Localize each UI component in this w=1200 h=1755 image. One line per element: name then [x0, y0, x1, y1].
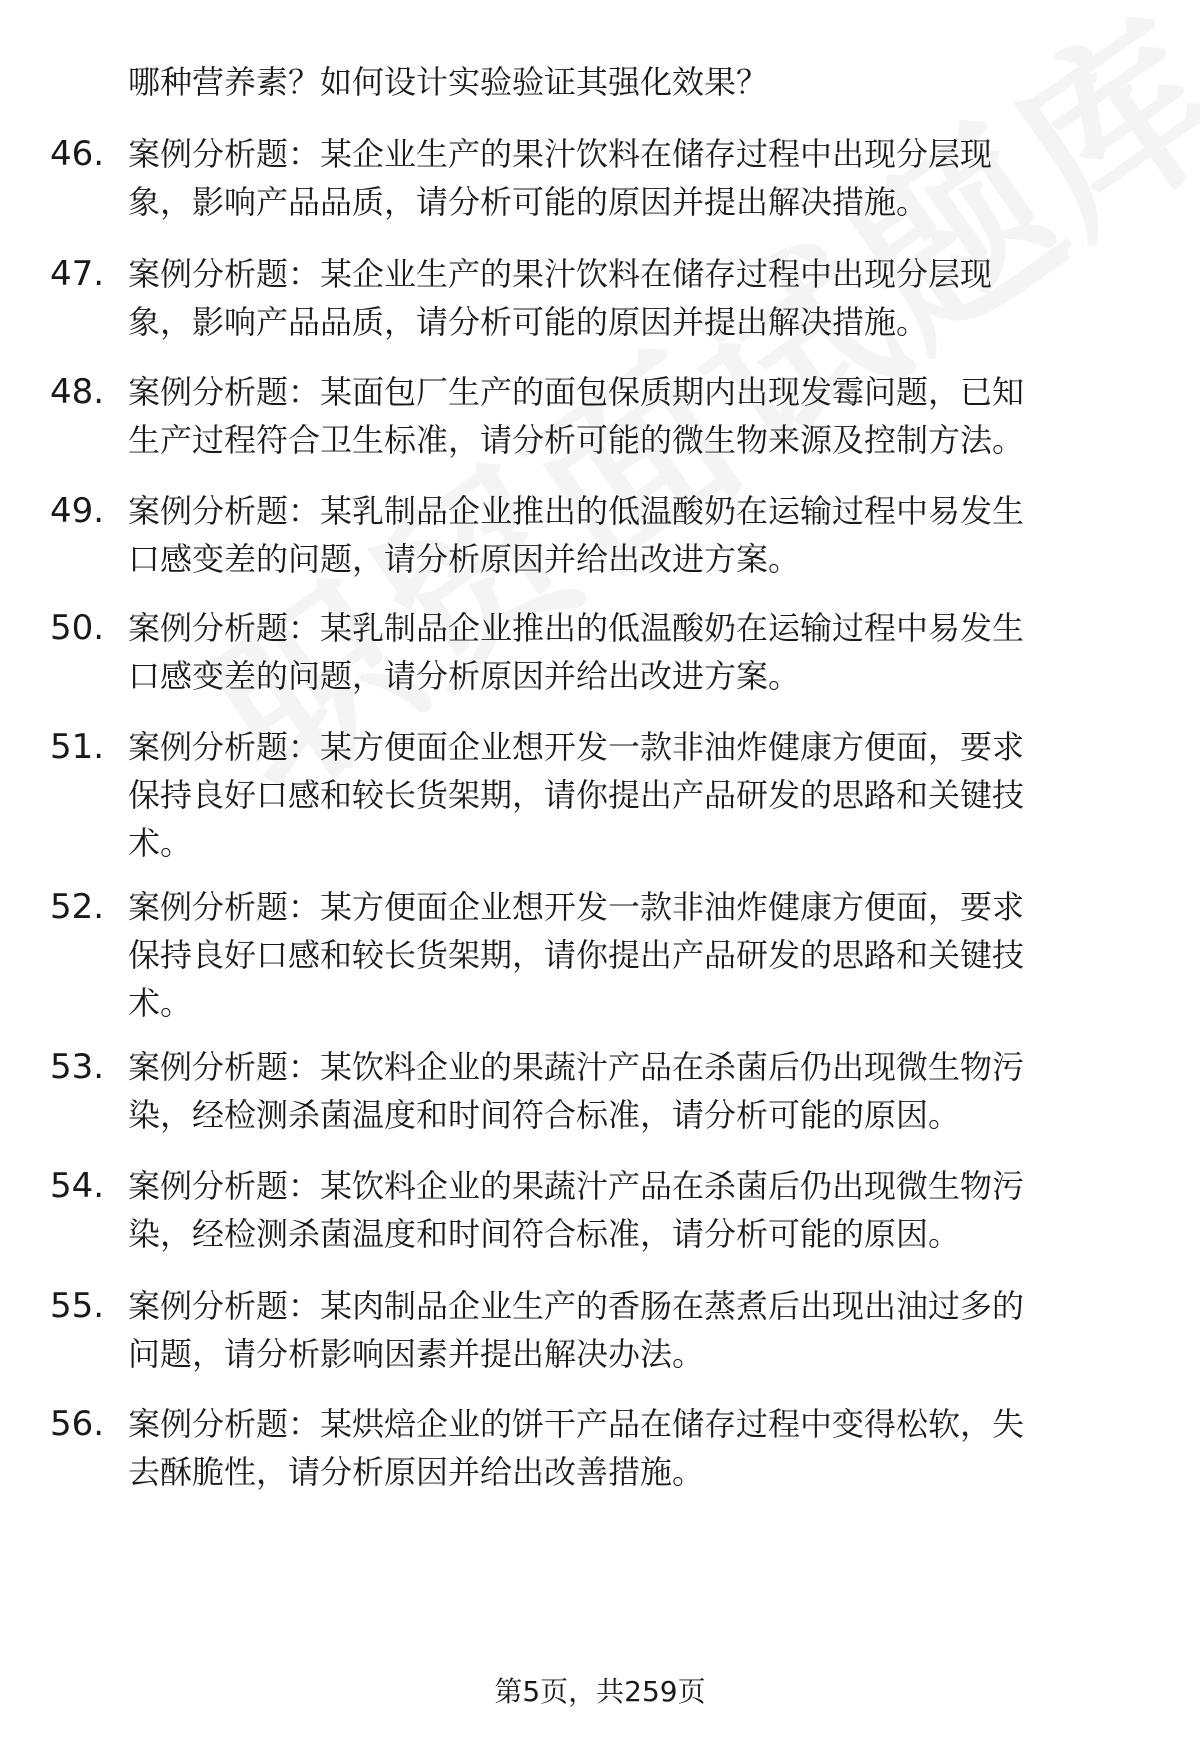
question-number: 48.: [50, 372, 105, 412]
question-text: [128, 130, 1138, 226]
question-text-line: 案例分析题：某肉制品企业生产的香肠在蒸煮后出现出油过多的: [128, 1287, 1025, 1325]
question-text-line: 象，影响产品品质，请分析可能的原因并提出解决措施。: [128, 303, 929, 341]
question-number: 50.: [50, 608, 105, 648]
question-text-line: 案例分析题：某饮料企业的果蔬汁产品在杀菌后仍出现微生物污: [128, 1167, 1025, 1205]
question-text: [128, 250, 1138, 346]
question-number: 52.: [50, 887, 105, 927]
question-text-line: 案例分析题：某方便面企业想开发一款非油炸健康方便面，要求: [128, 888, 1025, 926]
continuation-text: 哪种营养素？如何设计实验验证其强化效果？: [128, 63, 769, 101]
question-text-line: 案例分析题：某乳制品企业推出的低温酸奶在运输过程中易发生: [128, 609, 1025, 647]
question-text-line: 术。: [128, 984, 193, 1022]
question-text-line: 案例分析题：某饮料企业的果蔬汁产品在杀菌后仍出现微生物污: [128, 1048, 1025, 1086]
question-text-line: 问题，请分析影响因素并提出解决办法。: [128, 1335, 705, 1373]
page-footer: 第5页，共259页: [494, 1675, 706, 1708]
question-text: [128, 723, 1138, 867]
question-text-line: 去酥脆性，请分析原因并给出改善措施。: [128, 1453, 705, 1491]
question-number: 53.: [50, 1047, 105, 1087]
question-text-line: 保持良好口感和较长货架期，请你提出产品研发的思路和关键技: [128, 936, 1025, 974]
question-number: 54.: [50, 1166, 105, 1206]
question-text-line: 生产过程符合卫生标准，请分析可能的微生物来源及控制方法。: [128, 421, 1025, 459]
question-text-line: 保持良好口感和较长货架期，请你提出产品研发的思路和关键技: [128, 776, 1025, 814]
question-text-line: 象，影响产品品质，请分析可能的原因并提出解决措施。: [128, 183, 929, 221]
question-text: [128, 487, 1138, 583]
question-number: 46.: [50, 134, 105, 174]
question-text-line: 口感变差的问题，请分析原因并给出改进方案。: [128, 540, 801, 578]
question-number: 47.: [50, 254, 105, 294]
question-text-line: 案例分析题：某烘焙企业的饼干产品在储存过程中变得松软，失: [128, 1405, 1025, 1443]
question-text-line: 案例分析题：某企业生产的果汁饮料在储存过程中出现分层现: [128, 255, 993, 293]
question-text: [128, 1162, 1138, 1258]
question-text: [128, 368, 1138, 464]
question-text-line: 口感变差的问题，请分析原因并给出改进方案。: [128, 657, 801, 695]
question-text-line: 案例分析题：某方便面企业想开发一款非油炸健康方便面，要求: [128, 728, 1025, 766]
question-text: [128, 604, 1138, 700]
question-text: [128, 1043, 1138, 1139]
question-number: 51.: [50, 727, 105, 767]
question-text-line: 术。: [128, 824, 193, 862]
question-text: [128, 1282, 1138, 1378]
question-text-line: 染，经检测杀菌温度和时间符合标准，请分析可能的原因。: [128, 1096, 961, 1134]
question-text-line: 染，经检测杀菌温度和时间符合标准，请分析可能的原因。: [128, 1215, 961, 1253]
question-text: [128, 883, 1138, 1027]
question-text-line: 案例分析题：某企业生产的果汁饮料在储存过程中出现分层现: [128, 135, 993, 173]
question-number: 56.: [50, 1404, 105, 1444]
question-text-line: 案例分析题：某乳制品企业推出的低温酸奶在运输过程中易发生: [128, 492, 1025, 530]
question-number: 49.: [50, 491, 105, 531]
question-text-line: 案例分析题：某面包厂生产的面包保质期内出现发霉问题，已知: [128, 373, 1025, 411]
question-text: [128, 1400, 1138, 1496]
question-number: 55.: [50, 1286, 105, 1326]
